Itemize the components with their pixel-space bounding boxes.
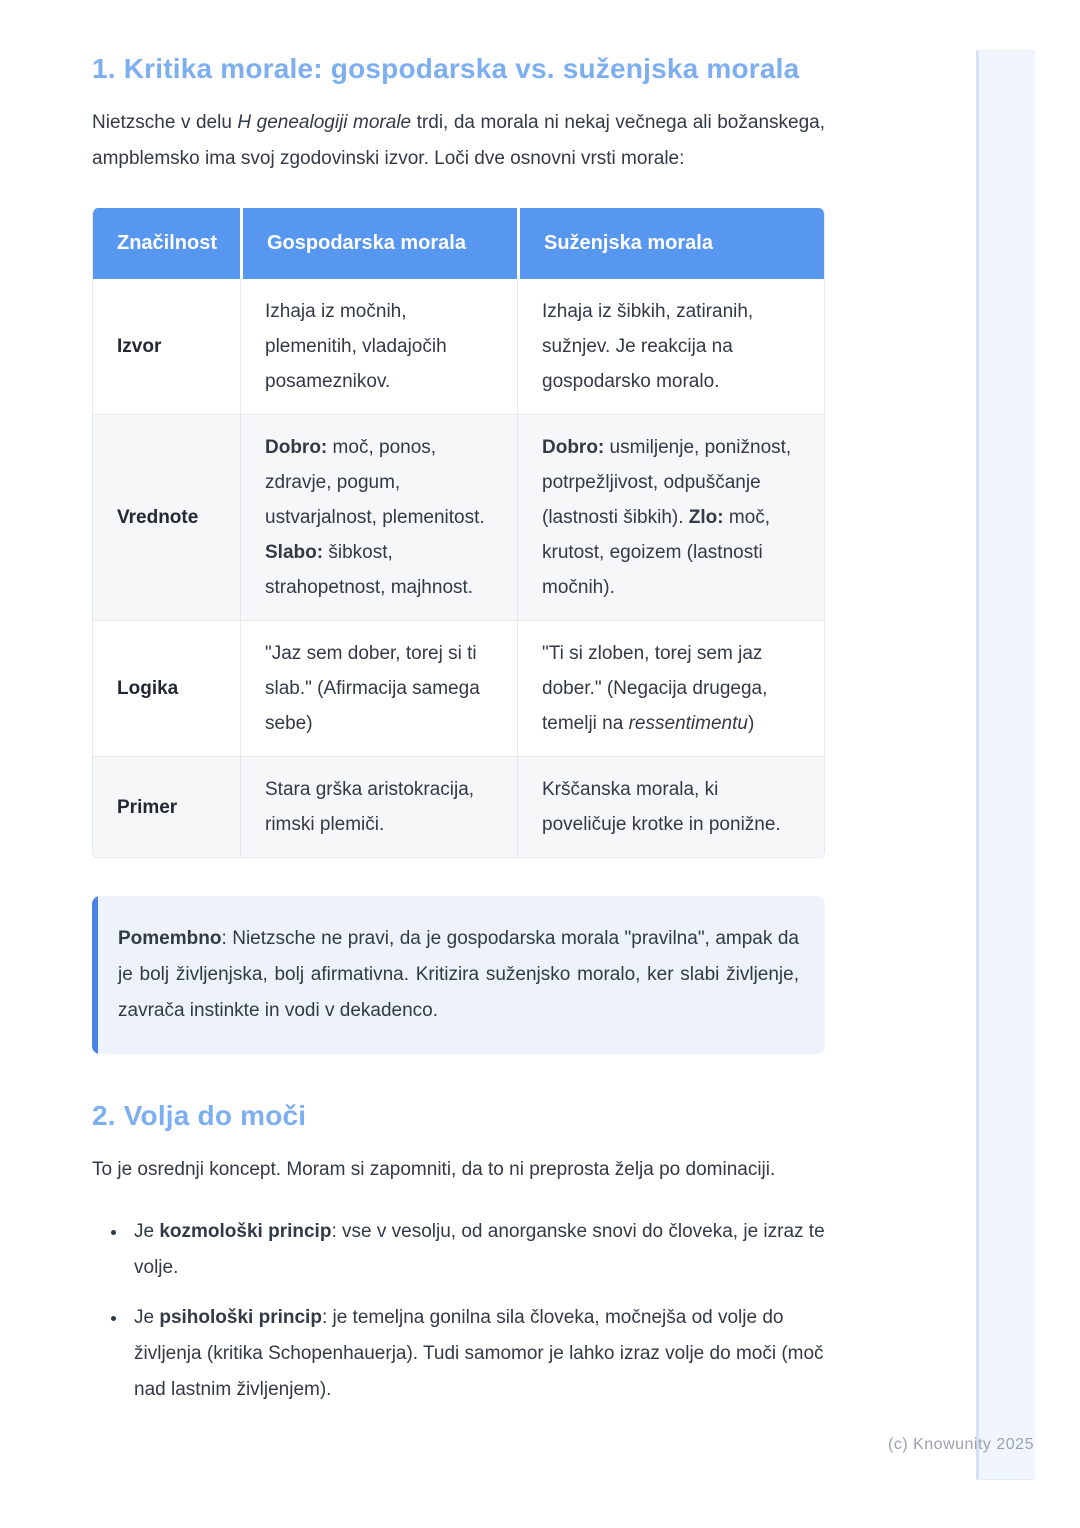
cell-text: Dobro: [542,437,605,458]
table-row-vrednote [93,414,825,620]
bullet-text: Je [134,1307,160,1328]
cell-text: ) [747,713,755,734]
intro-text: trdi, da morala ni nekaj večnega ali božanskega, ampblemsko ima svoj zgodovinski izvor. Loči dve osnovni vrsti morale: [92,112,825,169]
table-cell [517,279,825,414]
table-header-gospodarska-morala: Gospodarska morala [240,208,517,279]
section-2-paragraph: To je osrednji koncept. Moram si zapomniti, da to ni preprosta želja po dominaciji. [92,1159,776,1180]
cell-text: ressentimentu [628,713,748,734]
table-cell [240,620,517,756]
cell-text: Izhaja iz šibkih, zatiranih, sužnjev. Je reakcija na gospodarsko moralo. [542,301,754,392]
cell-text: Zlo: [688,507,724,528]
intro-text: Nietzsche v delu [92,112,238,133]
bullet-text: Je [134,1221,160,1242]
table-header-row [93,208,825,279]
table-row-primer [93,756,825,857]
cell-text: Krščanska morala, ki poveličuje krotke in ponižne. [542,779,781,835]
bullet-text: psihološki princip [159,1307,322,1328]
list-item-kozmoloski-princip [128,1214,825,1286]
table-cell [517,620,825,756]
row-label: Primer [93,756,240,857]
adjacent-page-edge [976,50,1035,1480]
row-label: Logika [93,620,240,756]
intro-book-title: H genealogiji morale [237,112,412,133]
intro-paragraph [92,105,825,177]
callout-body: : Nietzsche ne pravi, da je gospodarska morala "pravilna", ampak da je bolj življenjska, bolj afirmativna. Kritizira suženjsko moralo, ker slabi življenje, zavrača instinkte in vodi v dekadenco. [118,928,799,1021]
table-cell [240,279,517,414]
list-item-psiholoski-princip [128,1300,825,1408]
cell-text: "Ti si zloben, torej sem jaz dober." (Negacija drugega, temelji na [542,643,768,734]
cell-text: šibkost, strahopetnost, majhnost. [265,542,474,598]
cell-text: Stara grška aristokracija, rimski plemiči. [265,779,475,835]
table-header-znacilnost: Značilnost [93,208,240,279]
cell-text: Dobro: [265,437,328,458]
note-content [92,0,825,1408]
table-cell [240,414,517,620]
cell-text: Slabo: [265,542,324,563]
table-cell [240,756,517,857]
bullet-text: : je temeljna gonilna sila človeka, močnejša od volje do življenja (kritika Schopenhauerja). Tudi samomor je lahko izraz volje do moči (moč nad lastnim življenjem). [134,1307,824,1400]
watermark: (c) Knowunity 2025 [888,1436,1034,1453]
table-row-izvor [93,279,825,414]
principles-list [92,1214,825,1408]
bullet-text: kozmološki princip [159,1221,332,1242]
table-row-logika [93,620,825,756]
table-cell [517,756,825,857]
section-1-heading: 1. Kritika morale: gospodarska vs. suženjska morala [92,53,800,84]
row-label: Vrednote [93,414,240,620]
callout-label: Pomembno [118,928,222,949]
row-label: Izvor [93,279,240,414]
cell-text: usmiljenje, ponižnost, potrpežljivost, odpuščanje (lastnosti šibkih). [542,437,792,528]
cell-text: Izhaja iz močnih, plemenitih, vladajočih posameznikov. [265,301,447,392]
section-2-heading: 2. Volja do moči [92,1100,307,1131]
morality-comparison-table [92,208,825,858]
important-callout [92,896,825,1054]
bullet-text: : vse v vesolju, od anorganske snovi do človeka, je izraz te volje. [134,1221,825,1278]
table-header-suzenjska-morala: Suženjska morala [517,208,825,279]
table-cell [517,414,825,620]
cell-text: "Jaz sem dober, torej si ti slab." (Afirmacija samega sebe) [265,643,480,734]
cell-text: moč, krutost, egoizem (lastnosti močnih). [542,507,771,598]
callout-text [98,896,825,1054]
cell-text: moč, ponos, zdravje, pogum, ustvarjalnost, plemenitost. [265,437,485,528]
